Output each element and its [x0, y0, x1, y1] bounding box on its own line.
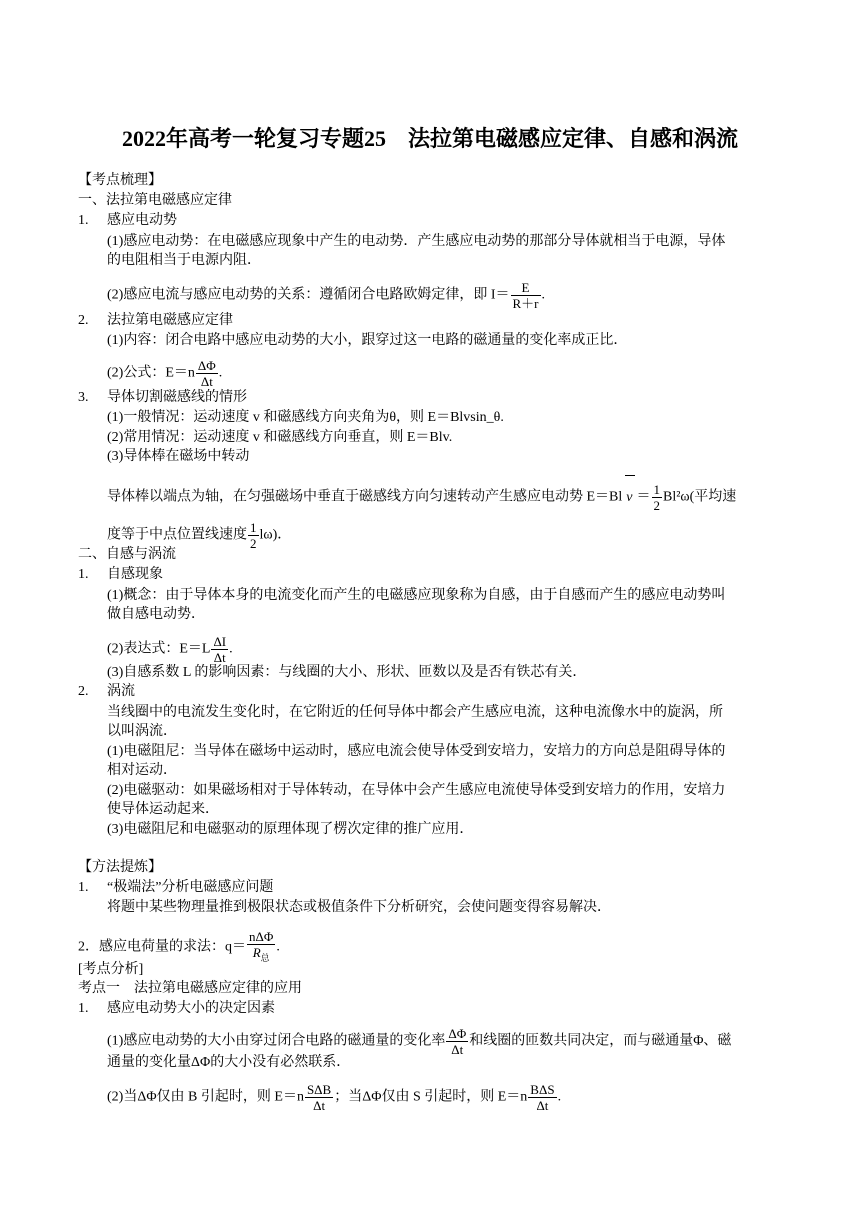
overline	[625, 475, 635, 476]
denominator: 2	[653, 498, 660, 513]
item-number: 1.	[78, 1001, 89, 1016]
fraction	[511, 280, 541, 311]
part-heading-2: 二、自感与涡流	[78, 547, 176, 562]
formula-line	[78, 929, 280, 966]
paragraph: (1)感应电动势：在电磁感应现象中产生的电动势．产生感应电动势的那部分导体就相当于电源，导体	[107, 234, 726, 249]
denominator	[247, 945, 275, 966]
item-number: 1.	[78, 567, 89, 582]
item-title: 感应电动势大小的决定因素	[107, 1001, 275, 1016]
denominator: 2	[250, 536, 257, 551]
fraction	[528, 1082, 556, 1113]
item-title: 自感现象	[107, 567, 163, 582]
formula-text: ＝	[636, 489, 651, 505]
numerator: BΔS	[530, 1082, 555, 1097]
v-bar-symbol	[626, 490, 632, 506]
numerator: SΔB	[306, 1082, 332, 1097]
item-number: 2.	[78, 313, 89, 328]
formula-text: (2)表达式：E＝L	[107, 641, 211, 657]
denominator: R＋r	[512, 296, 539, 311]
numerator: 1	[653, 482, 660, 497]
item-number: 2.	[78, 684, 89, 699]
paragraph: (3)自感系数 L 的影响因素：与线圈的大小、形状、匝数以及是否有铁芯有关．	[107, 665, 587, 680]
formula-text: Bl²ω(平均速	[663, 489, 737, 505]
paragraph: 以叫涡流．	[107, 724, 177, 739]
item-number: 1.	[78, 880, 89, 895]
page-title: 2022年高考一轮复习专题25 法拉第电磁感应定律、自感和涡流	[121, 126, 738, 151]
formula-text: .	[541, 287, 546, 303]
formula-text: .	[229, 641, 233, 657]
fraction	[305, 1082, 333, 1113]
denominator: Δt	[451, 1042, 464, 1057]
numerator: ΔΦ	[197, 358, 216, 373]
paragraph: 将题中某些物理量推到极限状态或极值条件下分析研究，会使问题变得容易解决．	[107, 900, 611, 915]
formula-line	[107, 1082, 561, 1113]
item-title: “极端法”分析电磁感应问题	[107, 880, 274, 895]
formula-text: 2．感应电荷量的求法：q＝	[78, 939, 246, 955]
numerator: E	[511, 280, 541, 296]
formula-line	[107, 482, 736, 513]
paragraph: 使导体运动起来．	[107, 802, 219, 817]
formula-text: (2)感应电流与感应电动势的关系：遵循闭合电路欧姆定律，即 I＝	[107, 287, 510, 303]
denominator: Δt	[313, 1098, 326, 1113]
denominator-main: R	[252, 945, 261, 960]
fraction	[652, 482, 663, 513]
formula-text: ；当ΔΦ仅由 S 引起时，则 E＝n	[334, 1089, 528, 1105]
formula-line	[107, 358, 222, 389]
formula-text: 和线圈的匝数共同决定，而与磁通量Φ、磁	[469, 1033, 732, 1049]
paragraph: (2)常用情况：运动速度 v 和磁感线方向垂直，则 E＝Blv.	[107, 430, 453, 445]
denominator: Δt	[200, 374, 213, 389]
paragraph: 通量的变化量ΔΦ的大小没有必然联系．	[107, 1055, 351, 1070]
fraction	[248, 520, 259, 551]
paragraph: 相对运动．	[107, 763, 177, 778]
formula-line	[107, 1026, 731, 1057]
paragraph: (1)一般情况：运动速度 v 和磁感线方向夹角为θ，则 E＝Blvsin_θ.	[107, 410, 504, 425]
section-heading-analysis: [考点分析]	[78, 962, 144, 977]
formula-text: 导体棒以端点为轴，在匀强磁场中垂直于磁感线方向匀速转动产生感应电动势 E＝Bl	[107, 489, 623, 505]
paragraph: (3)电磁阻尼和电磁驱动的原理体现了楞次定律的推广应用．	[107, 822, 474, 837]
formula-text: (2)公式：E＝n	[107, 365, 195, 381]
fraction	[196, 358, 218, 389]
paragraph: (1)内容：闭合电路中感应电动势的大小，跟穿过这一电路的磁通量的变化率成正比．	[107, 333, 628, 348]
fraction	[211, 634, 228, 665]
formula-text: (2)当ΔΦ仅由 B 引起时，则 E＝n	[107, 1089, 304, 1105]
formula-text: lω)．	[259, 527, 292, 543]
section-heading-kaodian: 【考点梳理】	[78, 173, 162, 188]
item-number: 3.	[78, 390, 89, 405]
formula-text: .	[557, 1089, 562, 1105]
paragraph: (1)电磁阻尼：当导体在磁场中运动时，感应电流会使导体受到安培力，安培力的方向总是阻碍导体的	[107, 744, 726, 759]
item-title: 感应电动势	[107, 213, 177, 228]
denominator-subscript: 总	[260, 953, 270, 963]
formula-text: .	[276, 939, 280, 955]
formula-text: (1)感应电动势的大小由穿过闭合电路的磁通量的变化率	[107, 1033, 446, 1049]
item-title: 导体切割磁感线的情形	[107, 390, 247, 405]
paragraph: 的电阻相当于电源内阻．	[107, 253, 261, 268]
paragraph: (2)电磁驱动：如果磁场相对于导体转动，在导体中会产生感应电流使导体受到安培力的作用，安培力	[107, 783, 726, 798]
part-heading-1: 一、法拉第电磁感应定律	[78, 193, 232, 208]
denominator: Δt	[213, 650, 226, 665]
numerator: 1	[250, 520, 257, 535]
fraction	[446, 1026, 468, 1057]
item-title: 涡流	[107, 684, 135, 699]
item-title: 法拉第电磁感应定律	[107, 313, 233, 328]
formula-text: 度等于中点位置线速度	[107, 527, 247, 543]
item-number: 1.	[78, 213, 89, 228]
section-heading-method: 【方法提炼】	[78, 860, 162, 875]
paragraph: (1)概念：由于导体本身的电流变化而产生的电磁感应现象称为自感，由于自感而产生的感应电动势叫	[107, 588, 726, 603]
topic-heading: 考点一 法拉第电磁感应定律的应用	[78, 981, 302, 996]
fraction	[247, 929, 275, 966]
numerator: nΔΦ	[249, 929, 274, 944]
paragraph: (3)导体棒在磁场中转动	[107, 449, 250, 464]
variable-v: v	[626, 489, 633, 505]
formula-line	[107, 634, 233, 665]
formula-line	[107, 280, 545, 311]
numerator: ΔΦ	[448, 1026, 467, 1041]
numerator: ΔI	[213, 634, 227, 649]
formula-text: .	[218, 365, 223, 381]
denominator: Δt	[536, 1098, 549, 1113]
paragraph: 当线圈中的电流发生变化时，在它附近的任何导体中都会产生感应电流，这种电流像水中的旋涡，所	[107, 705, 723, 720]
paragraph: 做自感电动势．	[107, 607, 205, 622]
